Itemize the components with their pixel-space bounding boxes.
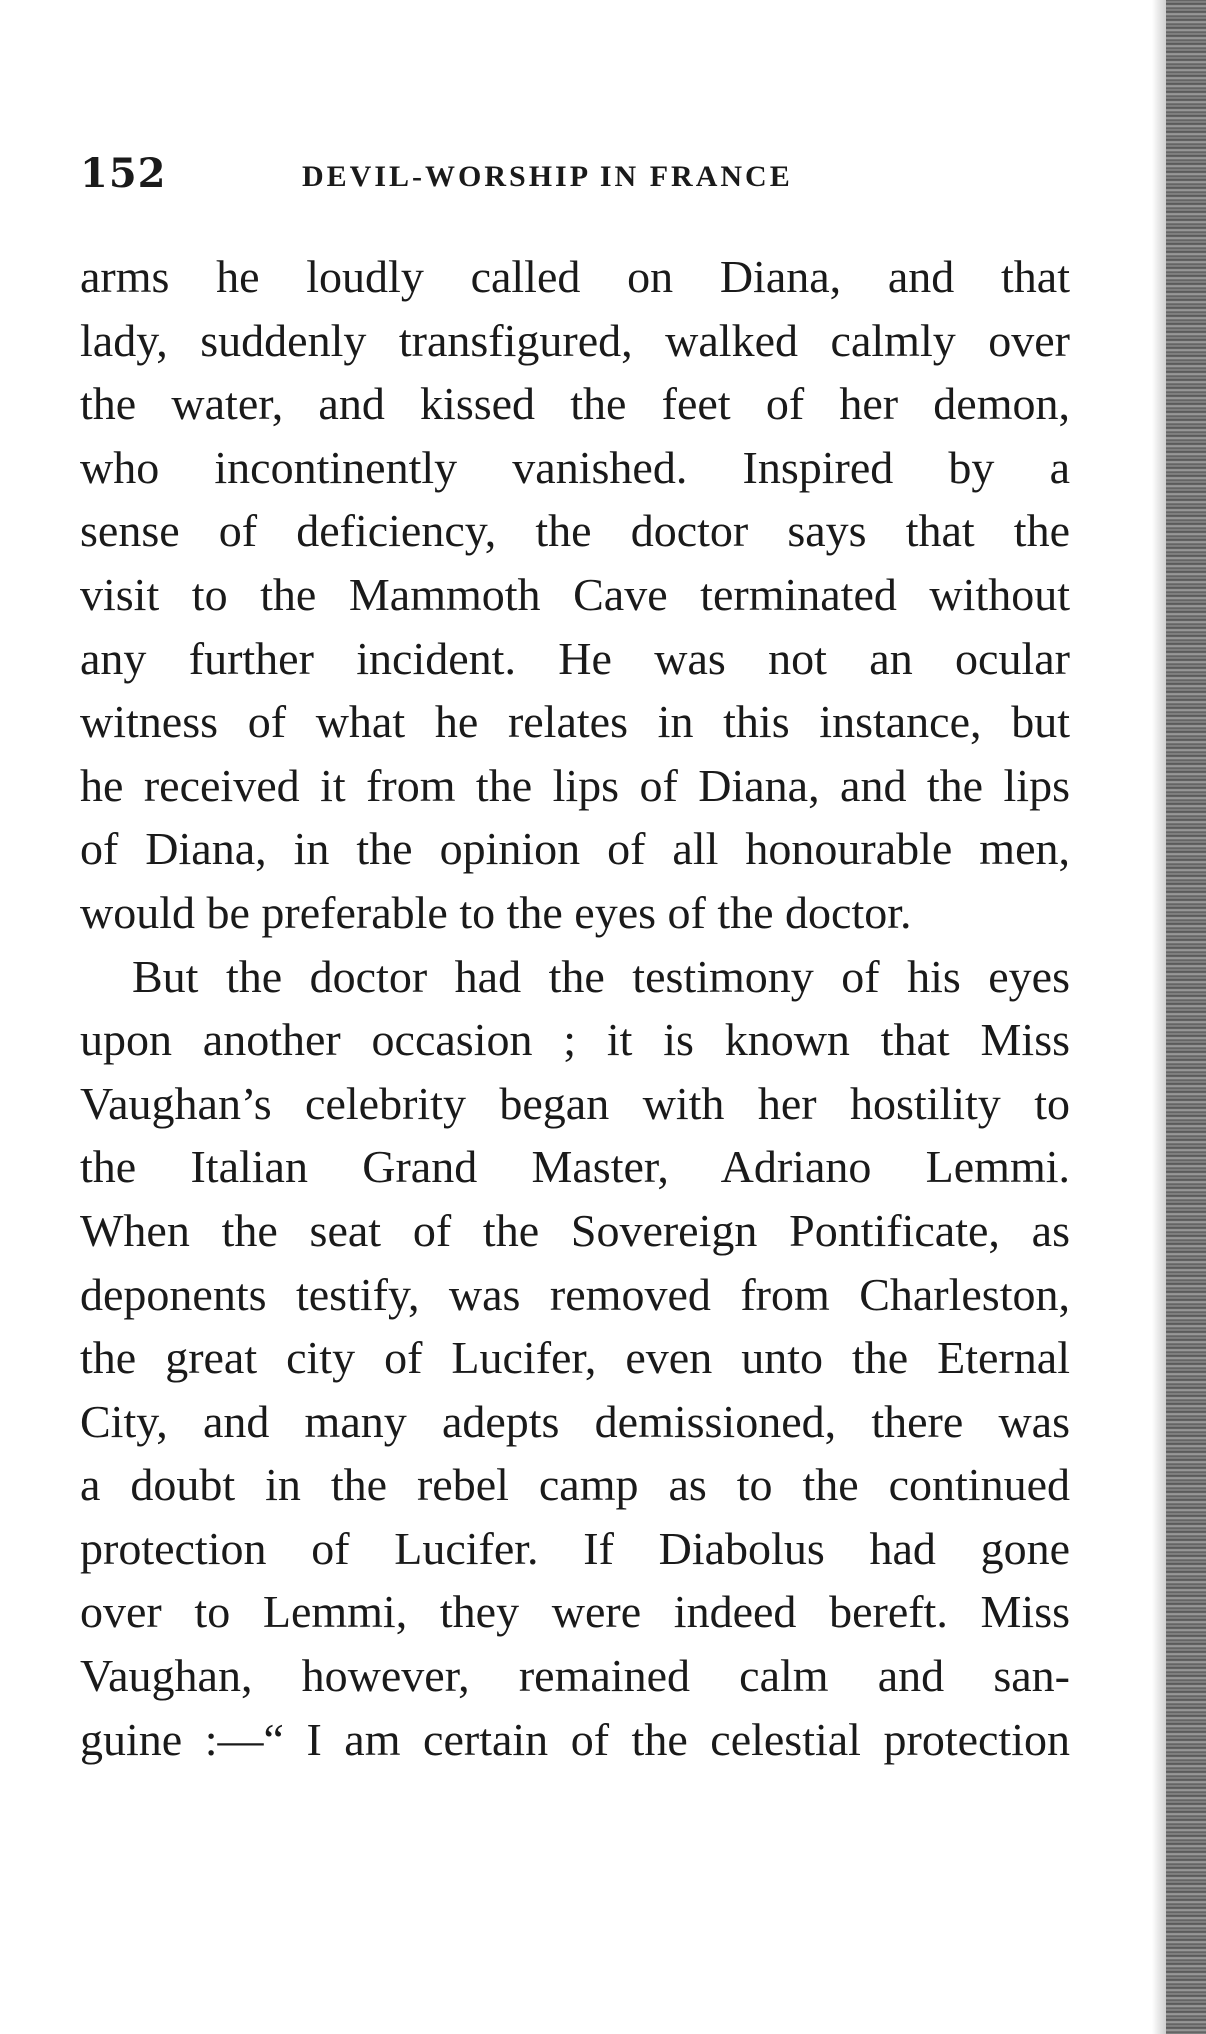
text-line: any further incident. He was not an ocular <box>80 632 1070 684</box>
text-line: Vaughan’s celebrity began with her hostility to <box>80 1077 1070 1129</box>
text-line: upon another occasion ; it is known that Miss <box>80 1014 1070 1066</box>
body-text <box>80 245 1070 1771</box>
page-edge-shadow <box>1152 0 1166 2034</box>
text-line: visit to the Mammoth Cave terminated without <box>80 568 1070 620</box>
running-head: DEVIL-WORSHIP IN FRANCE <box>302 160 793 193</box>
book-page-edge <box>1166 0 1206 2034</box>
text-line: witness of what he relates in this instance, but <box>80 696 1070 748</box>
text-line: sense of deficiency, the doctor says that the <box>80 505 1070 557</box>
text-line: deponents testify, was removed from Charleston, <box>80 1268 1070 1320</box>
text-line: he received it from the lips of Diana, and the lips <box>80 759 1070 811</box>
page-number: 152 <box>80 150 167 197</box>
text-line: When the seat of the Sovereign Pontificate, as <box>80 1204 1070 1256</box>
text-line: who incontinently vanished. Inspired by a <box>80 441 1070 493</box>
text-line: the Italian Grand Master, Adriano Lemmi. <box>80 1141 1070 1193</box>
text-line: guine :—“ I am certain of the celestial protection <box>80 1713 1070 1765</box>
text-line: over to Lemmi, they were indeed bereft. Miss <box>80 1586 1070 1638</box>
text-line: lady, suddenly transfigured, walked calmly over <box>80 314 1070 366</box>
text-line: Vaughan, however, remained calm and san- <box>80 1650 1070 1702</box>
page-header <box>80 150 1080 210</box>
text-line: a doubt in the rebel camp as to the continued <box>80 1459 1070 1511</box>
text-line: the water, and kissed the feet of her demon, <box>80 378 1070 430</box>
text-line: of Diana, in the opinion of all honourable men, <box>80 823 1070 875</box>
text-line: would be preferable to the eyes of the doctor. <box>80 886 912 938</box>
text-line: But the doctor had the testimony of his eyes <box>132 950 1070 1002</box>
text-line: the great city of Lucifer, even unto the Eternal <box>80 1332 1070 1384</box>
text-line: arms he loudly called on Diana, and that <box>80 251 1070 302</box>
text-line: protection of Lucifer. If Diabolus had gone <box>80 1522 1070 1574</box>
text-line: City, and many adepts demissioned, there was <box>80 1395 1070 1447</box>
